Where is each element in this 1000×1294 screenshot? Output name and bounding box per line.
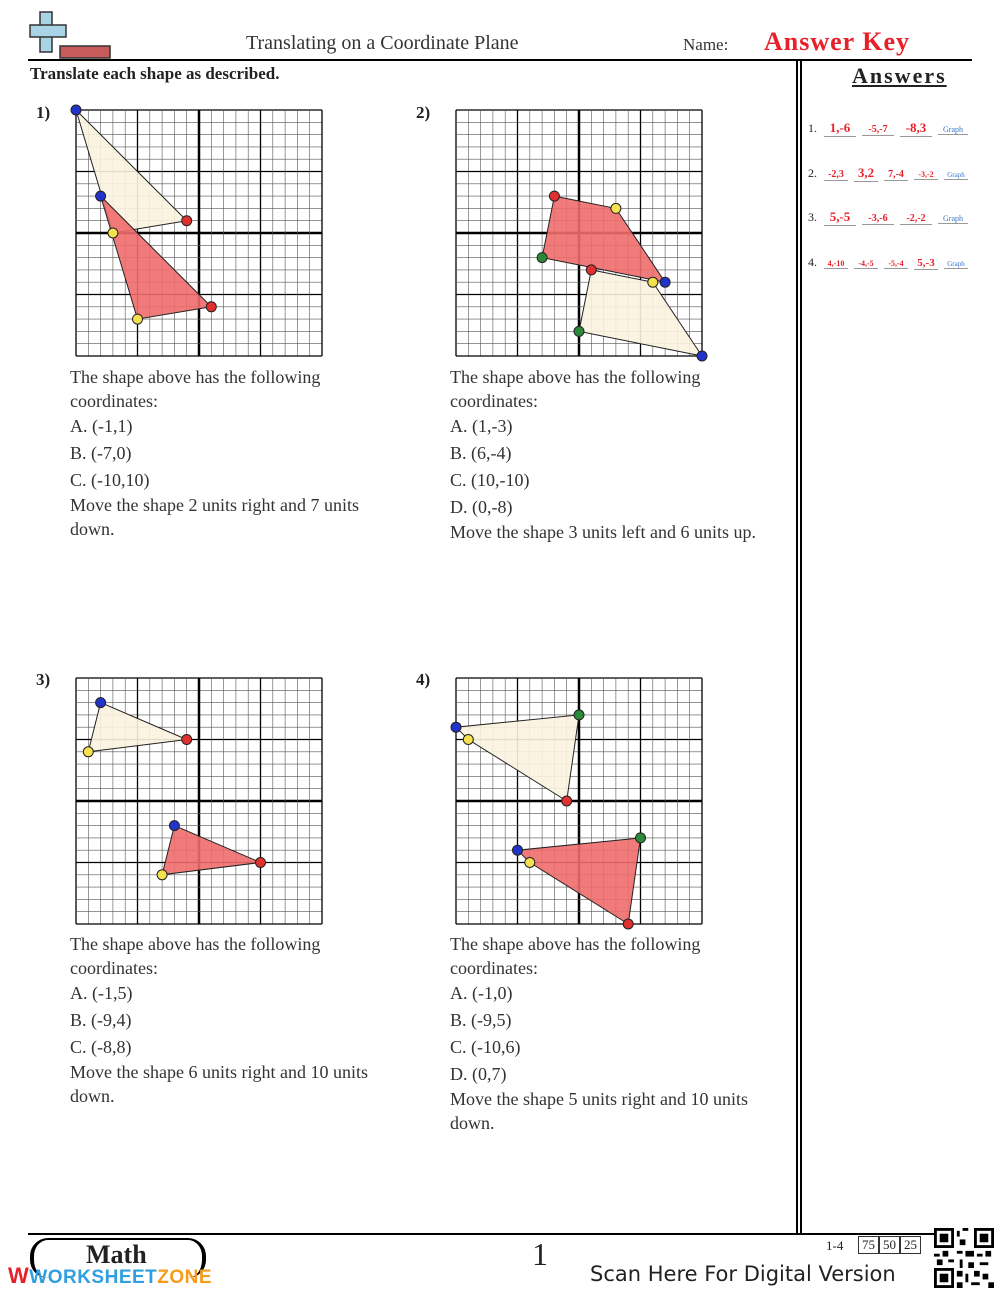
- translated-vertex-point: [549, 191, 559, 201]
- graph-link[interactable]: Graph: [938, 125, 968, 135]
- problem-1-text: The shape above has the following coordinates: A. (-1,1) B. (-7,0) C. (-10,10) Move the shape 2 units right and 7 units down.: [70, 367, 359, 539]
- vertex-point: [108, 228, 118, 238]
- worksheet-title: Translating on a Coordinate Plane: [246, 32, 519, 54]
- answer-row-1: 1. 1,-6 -5,-7 -8,3 Graph: [808, 120, 968, 137]
- translated-shape: [542, 196, 665, 282]
- translated-vertex-point: [256, 858, 266, 868]
- answer-key-label: Answer Key: [764, 27, 911, 56]
- translated-vertex-point: [157, 870, 167, 880]
- brand-w-icon: W: [8, 1263, 30, 1288]
- vertex-point: [182, 735, 192, 745]
- scan-qr-text: Scan Here For Digital Version: [590, 1262, 896, 1286]
- graph-link[interactable]: Graph: [944, 171, 968, 180]
- answer-cell: -3,-2: [914, 170, 938, 180]
- coordinate-grid-2: [450, 104, 712, 366]
- answer-cell: 5,-5: [824, 209, 856, 226]
- translated-vertex-point: [169, 821, 179, 831]
- answer-cell: -3,-6: [862, 213, 894, 225]
- brand-logo: WWORKSHEETZONE: [8, 1263, 213, 1288]
- footer-divider: [28, 1233, 972, 1235]
- graph-link[interactable]: Graph: [944, 260, 968, 269]
- problem-4-number: 4): [416, 670, 431, 689]
- translated-vertex-point: [537, 253, 547, 263]
- vertex-point: [574, 326, 584, 336]
- problem-3-number: 3): [36, 670, 51, 689]
- answer-cell: 7,-4: [884, 169, 908, 181]
- answers-title: Answers: [852, 63, 947, 88]
- answer-row-4: 4. 4,-10 -4,-5 -5,-4 5,-3 Graph: [808, 255, 968, 270]
- answer-cell: -5,-4: [884, 259, 908, 269]
- vertex-point: [182, 216, 192, 226]
- plus-minus-logo-icon: [28, 10, 112, 60]
- vertex-point: [574, 710, 584, 720]
- answer-cell: 3,2: [854, 165, 878, 182]
- translated-vertex-point: [611, 203, 621, 213]
- translated-vertex-point: [206, 302, 216, 312]
- vertex-point: [586, 265, 596, 275]
- score-table: 75 50 25: [858, 1236, 921, 1254]
- translated-vertex-point: [525, 858, 535, 868]
- qr-code-icon[interactable]: [934, 1228, 994, 1288]
- header-divider: [28, 59, 972, 61]
- vertex-point: [96, 698, 106, 708]
- vertex-point: [562, 796, 572, 806]
- answer-cell: -5,-7: [862, 124, 894, 136]
- translated-vertex-point: [513, 845, 523, 855]
- problem-2-text: The shape above has the following coordinates: A. (1,-3) B. (6,-4) C. (10,-10) D. (0,-8) Move the shape 3 units left and 6 units up.: [450, 367, 756, 542]
- translated-vertex-point: [660, 277, 670, 287]
- vertex-point: [451, 722, 461, 732]
- original-shape: [579, 270, 702, 356]
- vertex-point: [83, 747, 93, 757]
- coordinate-grid-1: [70, 104, 330, 364]
- coordinate-grid-3: [70, 672, 330, 932]
- answer-cell: -8,3: [900, 120, 932, 137]
- vertex-point: [697, 351, 707, 361]
- vertex-point: [648, 277, 658, 287]
- answer-cell: -2,3: [824, 169, 848, 181]
- subject-label: Math: [86, 1240, 147, 1269]
- answers-divider: [796, 61, 802, 1234]
- problem-2-number: 2): [416, 103, 431, 122]
- translated-vertex-point: [623, 919, 633, 929]
- translated-vertex-point: [636, 833, 646, 843]
- translated-vertex-point: [133, 314, 143, 324]
- vertex-point: [463, 735, 473, 745]
- name-label: Name:: [683, 35, 729, 54]
- answer-row-3: 3. 5,-5 -3,-6 -2,-2 Graph: [808, 209, 968, 226]
- answer-row-2: 2. -2,3 3,2 7,-4 -3,-2 Graph: [808, 165, 968, 182]
- coordinate-grid-4: [450, 672, 710, 932]
- graph-link[interactable]: Graph: [938, 214, 968, 224]
- instructions: Translate each shape as described.: [30, 64, 280, 83]
- problem-3-text: The shape above has the following coordinates: A. (-1,5) B. (-9,4) C. (-8,8) Move the shape 6 units right and 10 units down.: [70, 934, 368, 1106]
- answer-cell: -4,-5: [854, 259, 878, 269]
- answer-cell: -2,-2: [900, 213, 932, 225]
- problem-4-text: The shape above has the following coordinates: A. (-1,0) B. (-9,5) C. (-10,6) D. (0,7) Move the shape 5 units right and 10 units down.: [450, 934, 748, 1133]
- vertex-point: [71, 105, 81, 115]
- translated-vertex-point: [96, 191, 106, 201]
- answer-cell: 4,-10: [824, 259, 848, 269]
- problem-1-number: 1): [36, 103, 51, 122]
- page-number: 1: [532, 1236, 548, 1272]
- score-range-label: 1-4: [826, 1238, 844, 1253]
- answer-cell: 1,-6: [824, 120, 856, 137]
- answer-cell: 5,-3: [914, 257, 938, 270]
